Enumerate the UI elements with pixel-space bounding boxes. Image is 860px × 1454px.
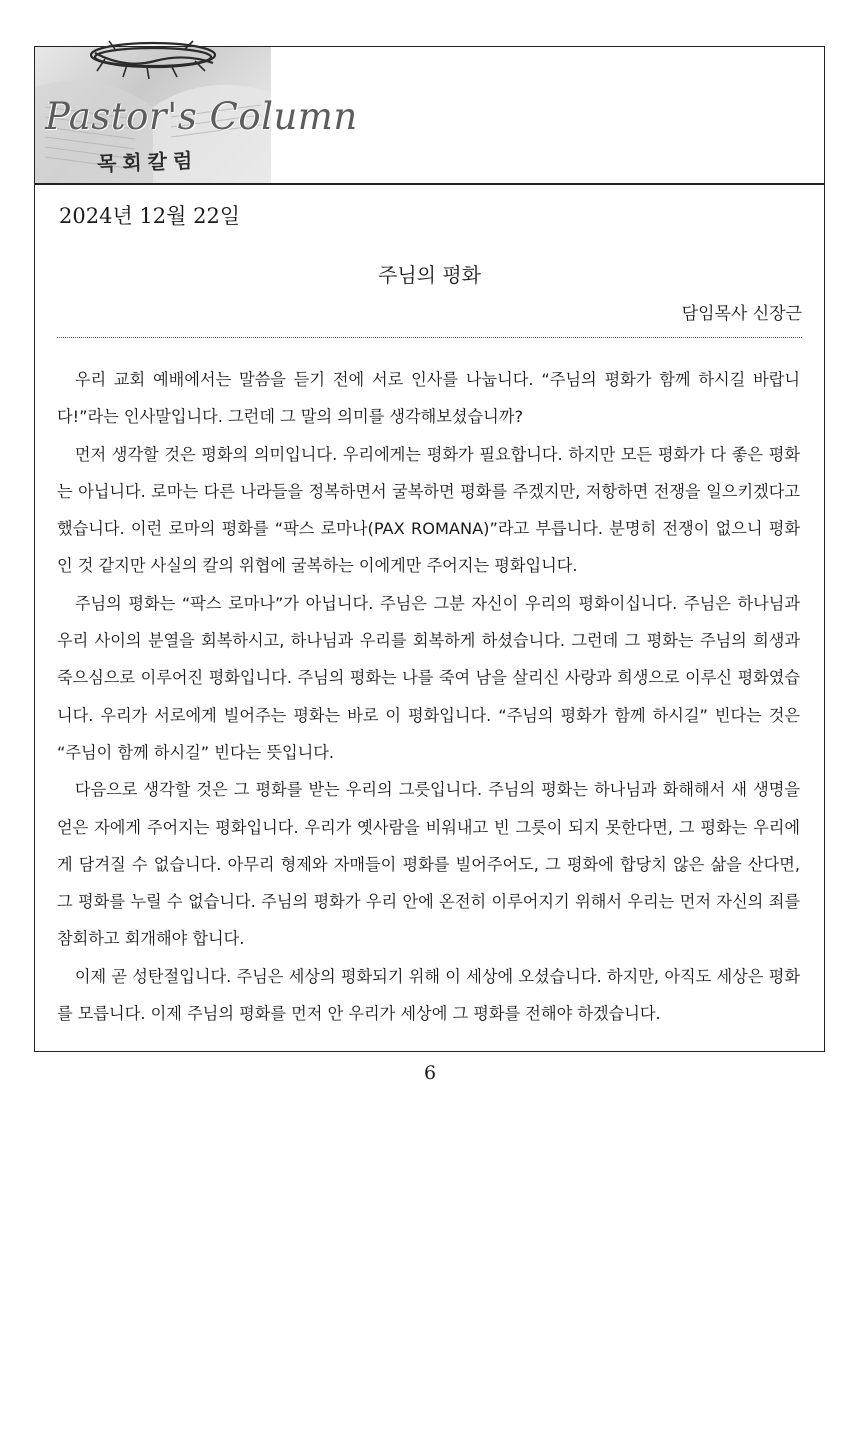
column-frame [34,46,825,1052]
article-body [57,361,800,1032]
paragraph: 다음으로 생각할 것은 그 평화를 받는 우리의 그릇입니다. 주님의 평화는 하나님과 화해해서 새 생명을 얻은 자에게 주어지는 평화입니다. 우리가 옛사람을 비워내고 빈 그릇이 되지 못한다면, 그 평화는 우리에게 담겨질 수 없습니다. 아무리 형제와 자매들이 평화를 빌어주어도, 그 평화에 합당치 않은 삶을 산다면, 그 평화를 누릴 수 없습니다. 주님의 평화가 우리 안에 온전히 이루어지기 위해서 우리는 먼저 자신의 죄를 참회하고 회개해야 합니다. [57,780,800,949]
article-author: 담임목사 신장근 [681,304,802,324]
article-date: 2024년 12월 22일 [59,204,241,228]
page-number: 6 [423,1062,437,1084]
column-header [35,47,824,185]
brand-title: Pastor's Column [45,95,358,138]
paragraph: 주님의 평화는 “팍스 로마나”가 아닙니다. 주님은 그분 자신이 우리의 평화이십니다. 주님은 하나님과 우리 사이의 분열을 회복하시고, 하나님과 우리를 회복하게 하셨습니다. 그런데 그 평화는 주님의 희생과 죽으심으로 이루어진 평화입니다. 주님의 평화는 나를 죽여 남을 살리신 사랑과 희생으로 이루신 평화였습니다. 우리가 서로에게 빌어주는 평화는 바로 이 평화입니다. “주님의 평화가 함께 하시길” 빈다는 것은 “주님이 함께 하시길” 빈다는 뜻입니다. [57,593,800,762]
article-title: 주님의 평화 [378,263,481,287]
paragraph: 이제 곧 성탄절입니다. 주님은 세상의 평화되기 위해 이 세상에 오셨습니다. 하지만, 아직도 세상은 평화를 모릅니다. 이제 주님의 평화를 먼저 안 우리가 세상에 그 평화를 전해야 하겠습니다. [57,966,800,1024]
header-illustration [35,47,358,183]
paragraph: 우리 교회 예배에서는 말씀을 듣기 전에 서로 인사를 나눕니다. “주님의 평화가 함께 하시길 바랍니다!”라는 인사말입니다. 그런데 그 말의 의미를 생각해보셨습니까? [57,370,800,427]
dotted-divider [57,337,802,338]
paragraph: 먼저 생각할 것은 평화의 의미입니다. 우리에게는 평화가 필요합니다. 하지만 모든 평화가 다 좋은 평화는 아닙니다. 로마는 다른 나라들을 정복하면서 굴복하면 평화를 주겠지만, 저항하면 전쟁을 일으키겠다고 했습니다. 이런 로마의 평화를 “팍스 로마나(PAX ROMANA)”라고 부릅니다. 분명히 전쟁이 없으니 평화인 것 같지만 사실의 칼의 위협에 굴복하는 이에게만 주어지는 평화입니다. [57,444,800,576]
brand-subtitle: 목회칼럼 [96,148,199,176]
